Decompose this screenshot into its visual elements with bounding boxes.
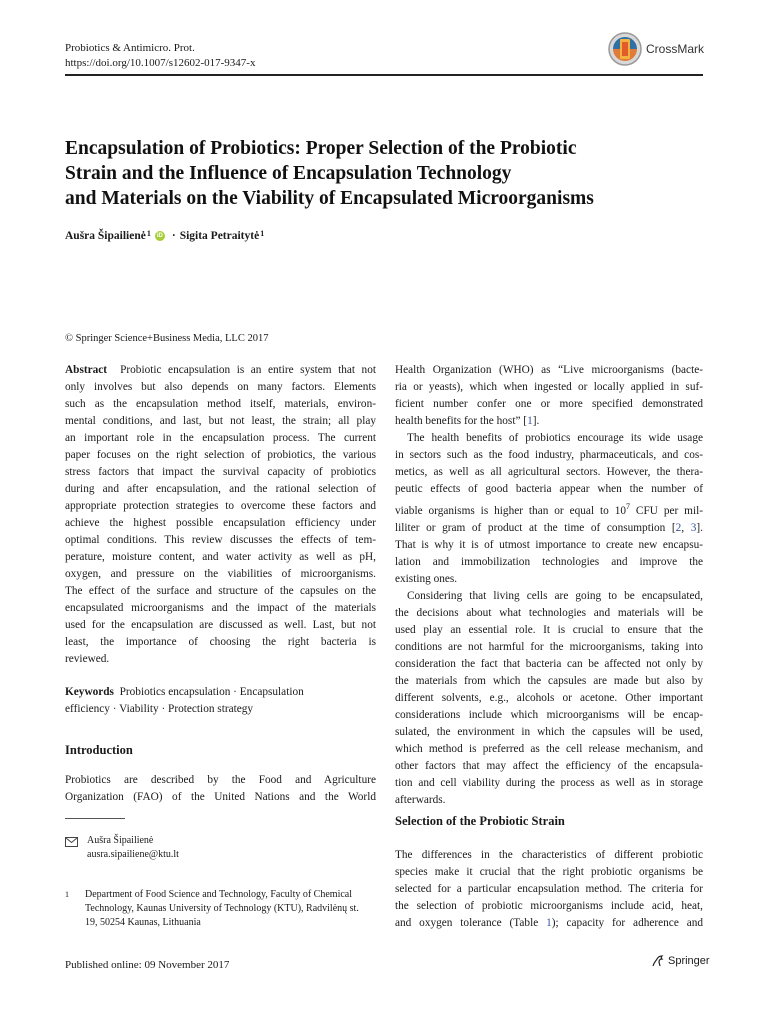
body-line: afterwards. xyxy=(395,793,446,806)
body-line: Considering that living cells are going to be encapsulated, xyxy=(407,589,703,602)
body-line: existing ones. xyxy=(395,572,458,585)
abstract-line: reviewed. xyxy=(65,653,110,665)
envelope-icon xyxy=(65,837,78,847)
keywords-label: Keywords xyxy=(65,686,114,698)
abstract-line: oxygen, and pressure on the viabilities of microorganisms. xyxy=(65,568,376,580)
body-line: tion and cell viability during the process as well as in storage xyxy=(395,776,703,789)
body-line: ficient number confer one or more specified demonstrated xyxy=(395,398,703,410)
header-rule xyxy=(65,74,703,76)
body-line: ria or yeasts), which when ingested or locally applied in suf- xyxy=(395,381,703,393)
intro-line: Organization (FAO) of the United Nations and the World xyxy=(65,791,376,803)
citation-link[interactable]: 3 xyxy=(690,521,697,534)
author-name[interactable]: Aušra Šipailienė xyxy=(65,230,146,242)
introduction-text xyxy=(65,772,376,806)
abstract-line: Abstract Probiotic encapsulation is an entire system that not xyxy=(65,364,376,376)
body-line: consideration the fact that bacteria can be affected not only by xyxy=(395,657,703,670)
body-line: the decisions about what technologies and materials will be xyxy=(395,606,703,619)
keywords-line: efficiency · Viability · Protection strategy xyxy=(65,703,254,715)
body-line: in sectors such as the food industry, pharmaceuticals, and cos- xyxy=(395,449,703,461)
keywords xyxy=(65,684,376,718)
body-line: That is why it is of utmost importance to create new encapsu- xyxy=(395,538,703,551)
author-separator: · xyxy=(171,230,176,242)
article-title xyxy=(65,136,705,211)
body-line: liliter or gram of product at the time of consumption [2, 3]. xyxy=(395,521,703,534)
selection-text xyxy=(395,847,703,932)
body-line: the selection of probiotic microorganisms include acid, heat, xyxy=(395,900,703,912)
abstract-line: stress factors that impact the survival capacity of probiotics xyxy=(65,466,376,478)
body-line: health benefits for the host” [1]. xyxy=(395,415,540,427)
abstract-line: encapsulated microorganisms and the impact of the materials xyxy=(65,602,376,614)
body-line: The differences in the characteristics of different probiotic xyxy=(395,849,703,861)
body-line: which method is preferred as the cell release mechanism, and xyxy=(395,742,703,755)
footnote-divider xyxy=(65,818,125,819)
title-line: and Materials on the Viability of Encapsulated Microorganisms xyxy=(65,188,594,209)
affiliation xyxy=(65,888,359,930)
citation-link[interactable]: 2 xyxy=(675,521,682,534)
abstract-line: such as the encapsulation method itself, materials, environ- xyxy=(65,398,376,410)
title-line: Strain and the Influence of Encapsulation Technology xyxy=(65,163,512,184)
abstract-line: only involves but also depends on many factors. Elements xyxy=(65,381,376,393)
body-line: species make it crucial that the right probiotic organisms be xyxy=(395,866,703,878)
affiliation-marker: 1 xyxy=(260,228,265,238)
intro-line: Probiotics are described by the Food and Agriculture xyxy=(65,774,376,786)
citation-link[interactable]: 1 xyxy=(527,415,533,427)
journal-header xyxy=(65,41,255,71)
body-line: other factors that may affect the efficiency of the encapsula- xyxy=(395,759,703,772)
body-line: conditions are not harmful for the microorganisms, taking into xyxy=(395,640,703,653)
abstract-line: The effect of the surface and structure of the capsules on the xyxy=(65,585,376,597)
title-line: Encapsulation of Probiotics: Proper Selection of the Probiotic xyxy=(65,138,577,159)
body-line: viable organisms is higher than or equal to $10^7$ CFU per mil- xyxy=(395,502,704,517)
body-line: peutic effects of good bacteria appear when the number of xyxy=(395,483,703,495)
abstract-line: paper focuses on the right selection of probiotics, the various xyxy=(65,449,376,461)
abstract-label: Abstract xyxy=(65,364,108,376)
body-line: lation and immobilization technologies and improve the xyxy=(395,555,703,568)
body-line: The health benefits of probiotics encourage its wide usage xyxy=(407,432,703,444)
affiliation-number: 1 xyxy=(65,890,69,899)
introduction-heading: Introduction xyxy=(65,743,133,757)
body-line: considerations include which microorganisms will be encap- xyxy=(395,708,703,721)
doi-link[interactable]: https://doi.org/10.1007/s12602-017-9347-x xyxy=(65,57,256,69)
keywords-line: Keywords Probiotics encapsulation · Encapsulation xyxy=(65,686,304,698)
author-list xyxy=(65,230,264,242)
affiliation-line: Technology, Kaunas University of Technology (KTU), Radvilėnų st. xyxy=(85,903,359,914)
orcid-icon[interactable]: iD xyxy=(156,233,163,239)
springer-horse-icon xyxy=(651,954,665,968)
body-line: and oxygen tolerance (Table 1); capacity for adherence and xyxy=(395,917,704,929)
body-line: Health Organization (WHO) as “Live microorganisms (bacte- xyxy=(395,364,703,376)
body-line: the materials from which the capsules are made but also by xyxy=(395,674,703,687)
copyright-notice: © Springer Science+Business Media, LLC 2017 xyxy=(65,333,269,344)
body-line: used play an essential role. It is crucial to ensure that the xyxy=(395,623,703,636)
body-right-column xyxy=(395,362,703,809)
body-line: sulated, the environment in which the capsules will be used, xyxy=(395,725,703,738)
body-line: selected for a particular encapsulation method. The criteria for xyxy=(395,883,703,895)
abstract-line: achieve the highest possible encapsulation efficiency under xyxy=(65,517,376,529)
body-line: different solvents, e.g., alcohols or acetone. Other important xyxy=(395,691,703,704)
affiliation-marker: 1 xyxy=(146,228,151,238)
affiliation-line: Department of Food Science and Technology, Faculty of Chemical xyxy=(85,889,353,900)
abstract-line: perature, moisture content, and water activity as well as pH, xyxy=(65,551,376,563)
abstract-line: optimal conditions. This review discusses the effects of tem- xyxy=(65,534,376,546)
abstract xyxy=(65,362,376,718)
abstract-line: mental conditions, and last, but not least, the strain; all play xyxy=(65,415,376,427)
abstract-line: an important role in the encapsulation process. The current xyxy=(65,432,376,444)
published-date: Published online: 09 November 2017 xyxy=(65,959,230,971)
affiliation-line: 19, 50254 Kaunas, Lithuania xyxy=(85,917,201,928)
abstract-line: during and after encapsulation, and the rational selection of xyxy=(65,483,376,495)
publisher-name: Springer xyxy=(668,955,710,967)
body-line: metics, as well as all agricultural sectors. However, the thera- xyxy=(395,466,703,478)
journal-name: Probiotics & Antimicro. Prot. xyxy=(65,42,195,54)
corresponding-author xyxy=(65,834,179,862)
abstract-line: least, the importance of choosing the right bacteria is xyxy=(65,636,376,648)
crossmark-icon xyxy=(607,31,643,67)
crossmark-label: CrossMark xyxy=(646,42,705,56)
contact-name: Aušra Šipailienė xyxy=(87,835,154,846)
publisher-logo xyxy=(651,954,710,968)
table-link[interactable]: 1 xyxy=(546,917,552,929)
selection-heading: Selection of the Probiotic Strain xyxy=(395,814,565,828)
contact-email[interactable]: ausra.sipailiene@ktu.lt xyxy=(87,849,179,860)
author-name[interactable]: Sigita Petraitytė xyxy=(179,230,260,242)
crossmark-badge[interactable] xyxy=(607,31,704,67)
abstract-line: used for the encapsulation are discussed as well. Last, but not xyxy=(65,619,376,631)
abstract-line: appropriate protection strategies to overcome these factors and xyxy=(65,500,376,512)
